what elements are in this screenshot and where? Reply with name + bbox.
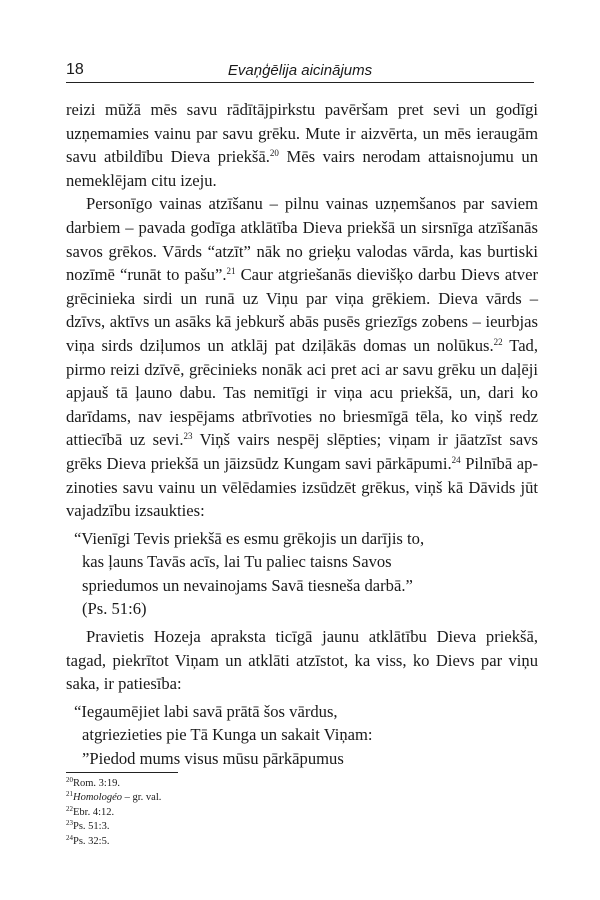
footnote-number: 20 [66,776,73,784]
footnote-ref: 21 [226,266,236,277]
quote-line: spriedumos un nevainojams Savā tiesneša darbā.” [82,575,413,595]
footnote-text: – gr. val. [122,792,162,804]
block-quote-psalm [74,527,538,621]
paragraph-text: Mēs vairs nerodam attaisnojumu un nemeklējam citu izeju. [66,147,538,190]
paragraph-text: Tad, pirmo reizi dzīvē, grēcinieks nonāk aci pret aci ar savu grēku un daļēji apjauš tā ļauno dabu. Tas nemitīgi ir viņa acu priekšā, un, dari ko darīdams, nav iespējams atbrīvoties no briesmīgā tēla, ko viņš redz attiecībā uz sevi. [66,335,539,450]
paragraph-text: reizi mūžā mēs savu rādītājpirkstu pavēršam pret sevi un godīgi uzņemamies vainu par savu grēku. Mute ir aizvērta, un mēs ieraugām savu atbildību Dieva priekšā. [66,100,538,167]
page-header [66,58,534,83]
footnote-ref: 23 [183,431,193,442]
quote-line: “Iegaumējiet labi savā prātā šos vārdus, [74,701,338,721]
footnote-number: 23 [66,819,73,828]
paragraph-text: Personīgo vainas atzīšanu – pilnu vainas uzņemšanos par saviem darbiem – pavada godīga atklātība Dieva priekšā un sirsnīga atzīšanās savos grēkos. Vārds “atzīt” nāk no grieķu valodas vārda, kas burtiski nozīmē “runāt to pašu”. [66,194,538,285]
paragraph-text: Caur atgriešanās dievišķo darbu Dievs atver grēcinieka sirdi un runā uz Viņu par viņa grēkiem. Dieva vārds – dzīvs, aktīvs un asāks kā jebkurš abās pusēs griezīgs zobens – ieurbjas viņa sirds dziļumos un atklāj pat dziļākās domas un nolūkus. [66,265,538,355]
page-number: 18 [66,61,84,78]
footnote-ref: 24 [451,454,461,465]
footnote-text: Ps. 32:5. [73,835,110,847]
paragraph-text: Viņš vairs nespēj slēpties; viņam ir jāatzīst savs grēks Dieva priekšā un jāizsūdz Kungam savi pārkāpumi. [66,430,538,473]
quote-line: ”Piedod mums visus mūsu pārkāpumus [82,749,344,769]
running-title: Evaņģēlija aicinājums [227,62,373,79]
footnote-ref: 22 [493,336,503,347]
footnote-number: 21 [66,790,73,799]
paragraph-text: Pilnībā apzinoties savu vainu un vēlēdamies izsūdzēt grēkus, viņš kā Dāvids jūt vajadzību izsaukties: [66,453,538,521]
paragraph-3: Pravietis Hozeja apraksta ticīgā jaunu atklātību Dieva priekšā, tagad, piekrītot Viņam un atklāti atzīstot, ka viss, ko Dievs par viņu saka, ir patiesība: [66,627,538,694]
footnote-text: Ps. 51:3. [73,821,110,833]
footnote-20 [66,777,161,791]
footnote-ref: 20 [269,148,279,159]
footnote-24 [66,835,161,849]
paragraph-2 [66,192,538,522]
quote-line: “Vienīgi Tevis priekšā es esmu grēkojis un darījis to, [74,528,425,548]
quote-reference: (Ps. 51:6) [82,599,147,619]
footnote-text: Ebr. 4:12. [73,806,115,818]
main-text [66,98,538,775]
block-quote-hosea [74,700,538,771]
quote-line: atgriezieties pie Tā Kunga un sakait Viņam: [82,725,373,745]
footnote-21 [66,791,161,805]
footnote-text: Rom. 3:19. [73,778,120,789]
footnotes [66,777,161,849]
footnote-number: 22 [66,804,73,813]
footnote-22 [66,806,161,820]
footnote-23 [66,820,161,834]
footnote-number: 24 [66,833,73,842]
footnote-divider [66,772,178,773]
footnote-term: Homologéo [73,792,122,804]
paragraph-1 [66,98,538,192]
quote-line: kas ļauns Tavās acīs, lai Tu paliec taisns Savos [82,552,392,572]
